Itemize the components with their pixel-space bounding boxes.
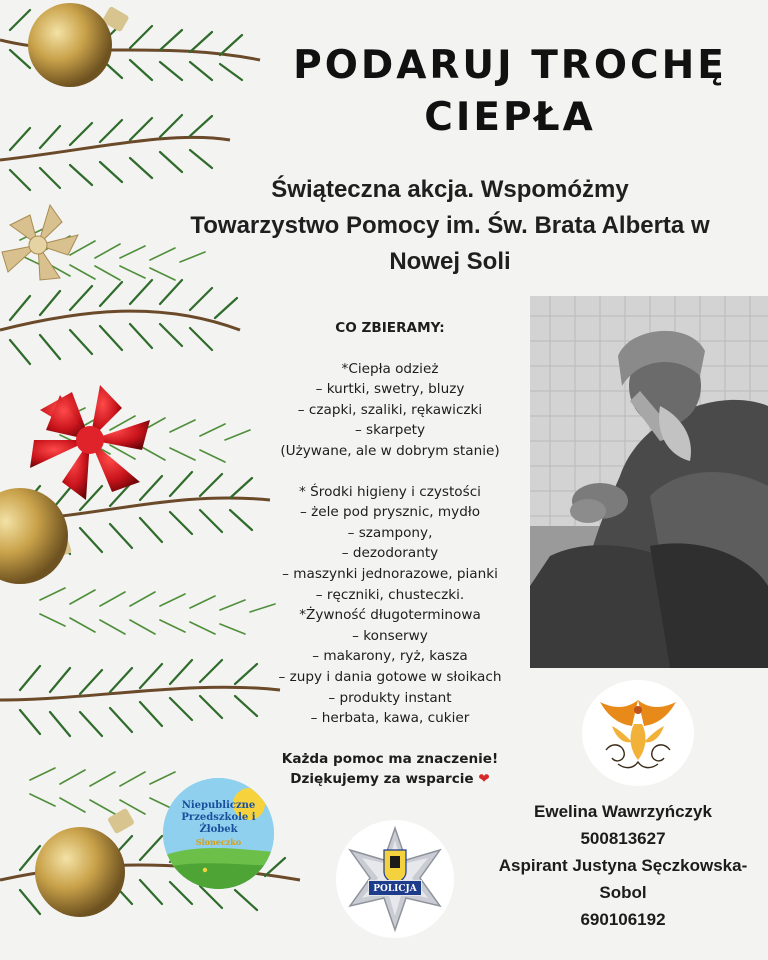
phoenix-logo-icon	[582, 680, 694, 786]
subtitle-line-1: Świąteczna akcja. Wspomóżmy	[271, 176, 629, 203]
list-item: (Używane, ale w dobrym stanie)	[280, 442, 500, 459]
gold-bauble-icon	[28, 3, 130, 87]
list-item: – skarpety	[354, 422, 426, 439]
clothing-section	[250, 359, 530, 462]
contact-name-2-line-2: Sobol	[599, 883, 647, 902]
list-item: – produkty instant	[328, 689, 452, 706]
list-item: – ręczniki, chusteczki.	[315, 586, 465, 603]
kindergarten-line-3: Słoneczko	[195, 837, 242, 847]
kindergarten-logo	[163, 778, 274, 889]
kindergarten-name	[163, 800, 274, 848]
list-item: *Ciepła odzież	[341, 360, 439, 377]
food-section	[250, 605, 530, 729]
gold-bauble-icon	[0, 488, 72, 584]
contact-name-1: Ewelina Wawrzyńczyk	[534, 802, 712, 821]
subtitle-line-3: Nowej Soli	[389, 248, 511, 275]
list-item: – kurtki, swetry, bluzy	[315, 381, 465, 398]
poster-subtitle	[150, 172, 750, 280]
closing-text: Dziękujemy za wsparcie	[290, 771, 474, 788]
list-item: – zupy i dania gotowe w słoikach	[278, 668, 502, 685]
list-item: – konserwy	[352, 627, 428, 644]
kindergarten-line-1: Niepubliczne	[181, 800, 256, 811]
kindergarten-line-2: Przedszkole i Żłobek	[181, 812, 256, 835]
closing-line-2	[250, 769, 530, 790]
contact-phone-2: 690106192	[580, 910, 666, 929]
list-item: * Środki higieny i czystości	[299, 483, 481, 500]
list-item: – czapki, szaliki, rękawiczki	[297, 401, 483, 418]
list-item: – żele pod prysznic, mydło	[299, 504, 481, 521]
hygiene-section	[250, 482, 530, 606]
police-star-icon	[336, 820, 454, 938]
heart-icon: ❤	[478, 771, 490, 788]
contact-name-2-line-1: Aspirant Justyna Sęczkowska-	[498, 856, 748, 875]
list-item: – maszynki jednorazowe, pianki	[282, 565, 498, 582]
title-line-2: CIEPŁA	[424, 95, 596, 140]
red-bow-icon	[30, 385, 150, 500]
subtitle-line-2: Towarzystwo Pomocy im. Św. Brata Alberta w	[190, 212, 710, 239]
gold-bow-icon	[2, 205, 78, 280]
list-item: – dezodoranty	[341, 545, 439, 562]
police-label: POLICJA	[368, 880, 422, 896]
contact-phone-1: 500813627	[580, 829, 666, 848]
list-item: – herbata, kawa, cukier	[310, 710, 470, 727]
closing-line-1: Każda pomoc ma znaczenie!	[281, 750, 499, 767]
police-logo	[336, 820, 454, 938]
collection-heading: CO ZBIERAMY:	[335, 320, 445, 336]
list-item: – makarony, ryż, kasza	[312, 648, 468, 665]
poster-title	[250, 40, 768, 144]
gold-bauble-icon	[35, 808, 135, 917]
list-item: – szampony,	[347, 524, 433, 541]
collection-list	[250, 318, 530, 790]
list-item: *Żywność długoterminowa	[299, 607, 481, 624]
homeless-man-photo	[530, 296, 768, 668]
contact-info	[478, 798, 768, 933]
title-line-1: PODARUJ TROCHĘ	[293, 43, 727, 88]
